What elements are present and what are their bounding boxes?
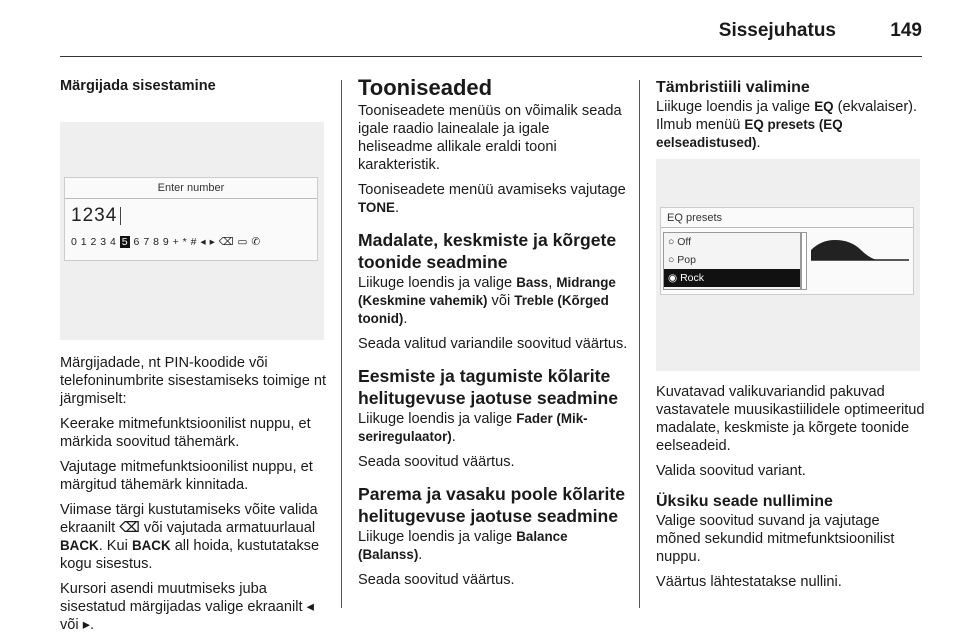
screen-title: EQ presets xyxy=(667,212,723,224)
text: . xyxy=(418,547,423,563)
paragraph: Kursori asendi muutmiseks juba sisestatud märgijadas valige ekraanilt ◂ või ▸. xyxy=(60,581,314,633)
text: , xyxy=(548,275,557,291)
keys-before: 0 1 2 3 4 xyxy=(71,236,120,248)
enter-number-screen xyxy=(60,122,324,340)
text: . Kui xyxy=(98,538,132,554)
heading: Eesmiste ja tagumiste kõlarite helitugevuse jaotuse seadmine xyxy=(358,366,619,408)
paragraph: Vajutage mitmefunktsioonilist nuppu, et märgitud tähemärk kinnitada. xyxy=(60,459,313,493)
eq-presets-screen xyxy=(656,159,920,371)
section-title: Sissejuhatus xyxy=(718,20,836,41)
paragraph xyxy=(358,181,628,217)
selected-key: 5 xyxy=(121,236,129,248)
text: . xyxy=(451,429,456,445)
paragraph: Väärtus lähtestatakse nullini. xyxy=(656,574,842,590)
paragraph xyxy=(60,501,328,573)
keyword: BACK xyxy=(60,538,99,553)
display-panel xyxy=(660,207,914,295)
paragraph: Valige soovitud suvand ja vajutage mõned sekundid mitmefunktsioonilist nuppu. xyxy=(656,513,895,565)
column-divider xyxy=(341,80,342,608)
column-divider xyxy=(639,80,640,608)
column-2 xyxy=(358,66,628,596)
paragraph: Seada valitud variandile soovitud väärtus. xyxy=(358,336,628,352)
text: või vajutada armatuurlaual xyxy=(139,520,316,536)
preset-item-pop: ○ Pop xyxy=(668,254,696,266)
paragraph: Kuvatavad valikuvariandid pakuvad vastavatele muusikastiilidele optimeeritud madalate, keskmiste ja kõrgete toonide eelseadeid. xyxy=(656,384,925,454)
digits-text: 1234 xyxy=(71,205,118,226)
heading: Tooniseaded xyxy=(358,75,493,100)
eq-curve-graph xyxy=(811,232,909,288)
text: all hoida, kustutatakse kogu sisestus. xyxy=(60,538,320,572)
divider xyxy=(661,227,913,228)
paragraph: Märgijadade, nt PIN-koodide või telefoninumbrite sisestamiseks toimige nt järgmiselt: xyxy=(60,355,327,407)
column-3 xyxy=(656,66,926,598)
heading: Üksiku seade nullimine xyxy=(656,493,833,510)
keyword: Fader (Mik-seriregulaator) xyxy=(358,411,588,444)
subheading: Märgijada sisestamine xyxy=(60,78,216,94)
text: . xyxy=(394,200,400,216)
keys-after: 6 7 8 9 + * # ◂ ▸ ⌫ ▭ ✆ xyxy=(130,236,261,248)
character-keyboard xyxy=(71,236,261,248)
keyword: Midrange (Keskmine vahemik) xyxy=(358,275,616,308)
preset-item-rock: ◉ Rock xyxy=(664,269,800,287)
paragraph xyxy=(358,528,628,564)
paragraph: Valida soovitud variant. xyxy=(656,463,806,479)
text: Tooniseadete menüü avamiseks vajutage xyxy=(358,182,626,198)
paragraph: Keerake mitmefunktsioonilist nuppu, et märkida soovitud tähemärk. xyxy=(60,416,311,450)
scrollbar xyxy=(801,232,807,290)
eq-curve xyxy=(811,240,877,260)
keyword: Balance (Balanss) xyxy=(358,529,568,562)
heading: Parema ja vasaku poole kõlarite helitugevuse jaotuse seadmine xyxy=(358,484,625,526)
text: . xyxy=(756,135,761,151)
keyword: EQ xyxy=(814,99,834,114)
text: Viimase tärgi kustutamiseks võite valida ekraanilt xyxy=(60,502,318,536)
text: Liikuge loendis ja valige xyxy=(656,99,815,115)
screen-title: Enter number xyxy=(157,182,225,194)
display-panel xyxy=(64,177,318,261)
preset-item-off: ○ Off xyxy=(668,236,692,248)
keyword: TONE xyxy=(358,200,395,215)
text: (ekvalaiser). Ilmub menüü xyxy=(656,99,918,133)
paragraph xyxy=(656,98,926,152)
keyword: Bass xyxy=(516,275,549,290)
heading: Madalate, keskmiste ja kõrgete toonide seadmine xyxy=(358,230,617,272)
paragraph: Seada soovitud väärtus. xyxy=(358,572,515,588)
paragraph xyxy=(358,410,628,446)
heading: Tämbristiili valimine xyxy=(656,79,810,96)
paragraph xyxy=(358,274,628,328)
keyword: BACK xyxy=(131,538,171,553)
backspace-icon: ⌫ xyxy=(119,520,140,536)
text: või xyxy=(487,293,515,309)
text: . xyxy=(403,311,408,327)
text: Liikuge loendis ja valige xyxy=(358,529,517,545)
text: Liikuge loendis ja valige xyxy=(358,275,517,291)
text: Liikuge loendis ja valige xyxy=(358,411,517,427)
paragraph: Tooniseadete menüüs on võimalik seada igale raadio lainealale ja igale heliseadme allikale eraldi tooni karakteristik. xyxy=(358,103,622,173)
divider xyxy=(65,198,317,199)
column-1 xyxy=(60,66,328,641)
page-number: 149 xyxy=(890,20,922,41)
text-cursor xyxy=(120,207,121,225)
keyword: Treble (Kõrged toonid) xyxy=(358,293,609,326)
page-header xyxy=(60,0,922,57)
paragraph: Seada soovitud väärtus. xyxy=(358,454,515,470)
keyword: EQ presets (EQ eelseadistused) xyxy=(656,117,843,150)
preset-list xyxy=(663,232,801,290)
entered-digits xyxy=(71,205,121,227)
